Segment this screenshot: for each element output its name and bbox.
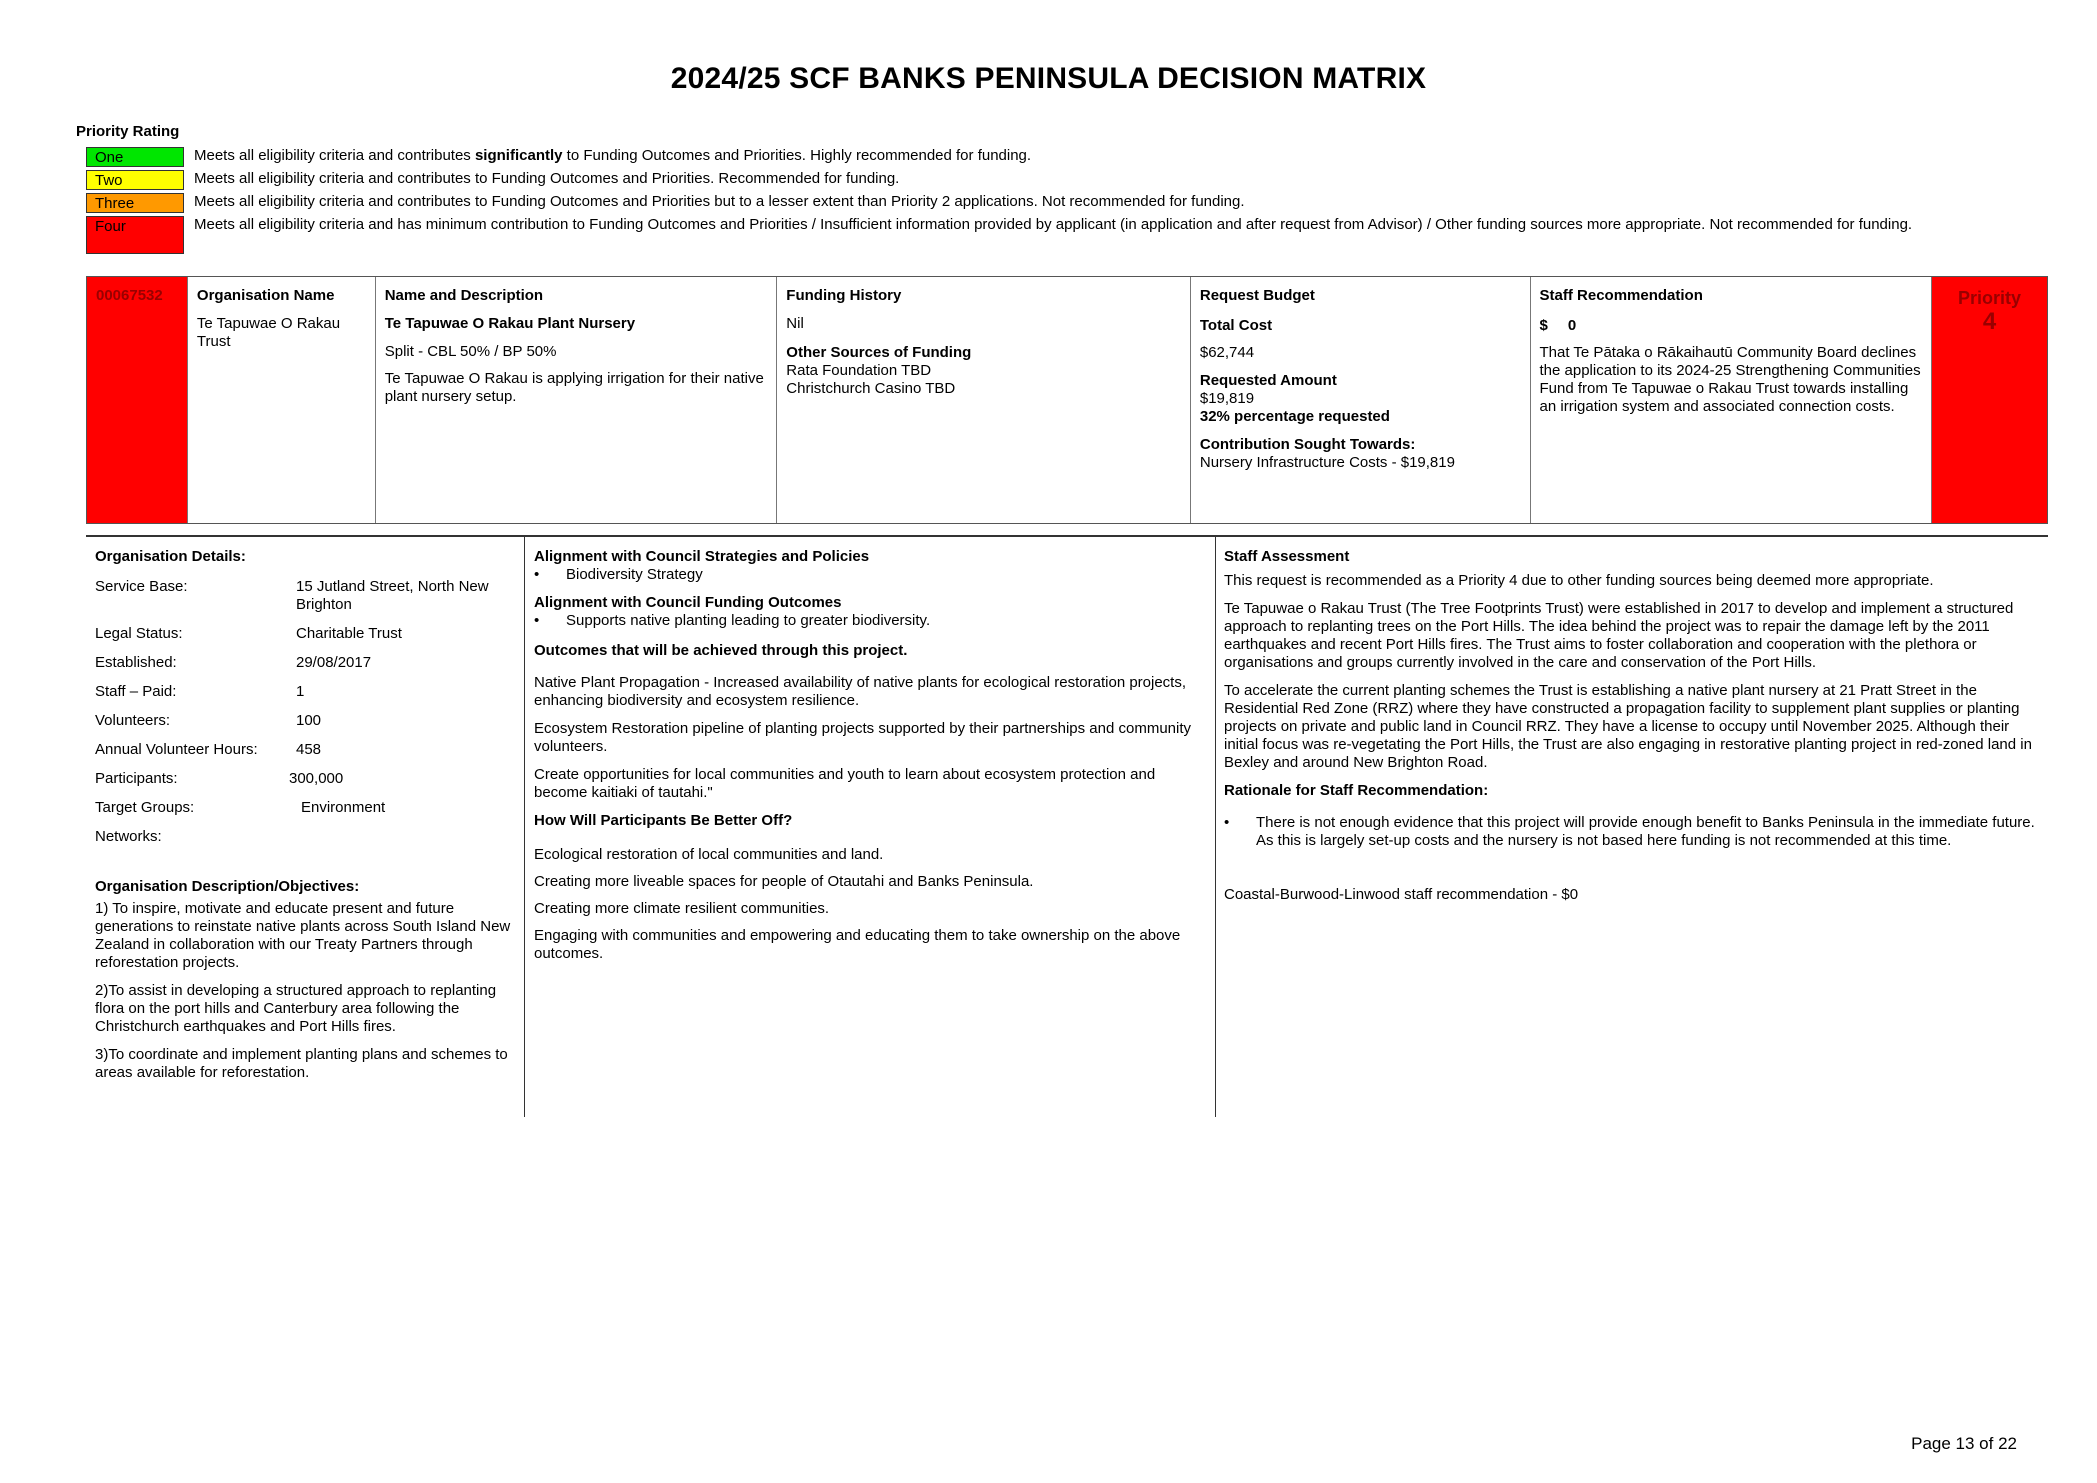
total-cost-label: Total Cost	[1199, 317, 1273, 334]
column-divider	[524, 537, 525, 1117]
achieved-outcome-item: Create opportunities for local communities and youth to learn about ecosystem protection and become kaitiaki of tautahi."	[534, 766, 1156, 801]
funding-outcome-item: • Supports native planting leading to greater biodiversity.	[534, 612, 931, 629]
requested-amount-label: Requested Amount	[1199, 372, 1337, 389]
staff-recommendation-cell	[1531, 277, 1933, 523]
organisation-details-header: Organisation Details:	[95, 548, 246, 565]
legend-desc-three: Meets all eligibility criteria and contributes to Funding Outcomes and Priorities but to a lesser extent than Priority 2 applications. Not recommended for funding.	[194, 193, 1245, 210]
priority-rating-label: Priority Rating	[76, 123, 180, 140]
achieved-outcome-item: Ecosystem Restoration pipeline of planting projects supported by their partnerships and community volunteers.	[534, 720, 1192, 755]
better-off-item: Engaging with communities and empowering and educating them to take ownership on the above outcomes.	[534, 927, 1181, 962]
detail-networks: Networks:	[95, 828, 162, 845]
column-divider	[1215, 537, 1216, 1117]
staff-recommendation-header: Staff Recommendation	[1539, 287, 1703, 304]
other-staff-recommendation: Coastal-Burwood-Linwood staff recommendation - $0	[1224, 886, 1579, 903]
assessment-paragraph: Te Tapuwae o Rakau Trust (The Tree Footprints Trust) were established in 2017 to develop and implement a structured approach to replanting trees on the Port Hills. The idea behind the project was to repair the damage left by the 2011 earthquakes and recent Port Hills fires. The Trust aims to foster collaboration and cooperation with the plethora or organisations and groups currently involved in the care and conservation of the Port Hills.	[1224, 600, 2014, 671]
assessment-paragraph: To accelerate the current planting schemes the Trust is establishing a native plant nursery at 21 Pratt Street in the Residential Red Zone (RRZ) where they have constructed a propagation facility to supplement plant supplies or planting projects on private and public land in Council RRZ. They have a license to occupy until November 2025. Although their initial focus was re-vegetating the Port Hills, the Trust are also engaging in restorative planting project in red-zoned land in Bexley and around New Brighton Road.	[1224, 682, 2032, 771]
detail-volunteer-hours: Annual Volunteer Hours: 458	[95, 741, 322, 758]
alignment-section	[534, 548, 1204, 973]
strategies-header: Alignment with Council Strategies and Policies	[534, 548, 870, 565]
rationale-item: • There is not enough evidence that this project will provide enough benefit to Banks Peninsula in the immediate future. As this is largely set-up costs and the nursery is not based here funding is not recommended at this time.	[1224, 814, 2035, 849]
achieved-outcomes-header: Outcomes that will be achieved through this project.	[534, 642, 908, 659]
legend-row-one	[86, 147, 2006, 167]
organisation-name-cell	[188, 277, 376, 523]
strategy-item: • Biodiversity Strategy	[534, 566, 703, 583]
request-budget-cell	[1191, 277, 1531, 523]
detail-staff-paid: Staff – Paid: 1	[95, 683, 305, 700]
better-off-header: How Will Participants Be Better Off?	[534, 812, 793, 829]
objective-item: 2)To assist in developing a structured approach to replanting flora on the port hills and Canterbury area following the Christchurch earthquakes and Port Hills fires.	[95, 982, 497, 1035]
detail-target-groups: Target Groups: Environment	[95, 799, 386, 816]
staff-recommendation-amount: $ 0	[1539, 317, 1577, 334]
detail-legal-status: Legal Status: Charitable Trust	[95, 625, 402, 642]
swatch-two: Two	[86, 170, 184, 190]
page-number: Page 13 of 22	[1911, 1434, 2017, 1453]
other-source-item: Rata Foundation TBD	[786, 362, 932, 379]
swatch-four: Four	[86, 216, 184, 254]
assessment-paragraph: This request is recommended as a Priority 4 due to other funding sources being deemed more appropriate.	[1224, 572, 1934, 589]
organisation-name: Te Tapuwae O Rakau Trust	[196, 315, 341, 350]
detail-participants: Participants: 300,000	[95, 770, 344, 787]
detail-volunteers: Volunteers: 100	[95, 712, 322, 729]
legend-row-four	[86, 216, 2006, 254]
priority-legend	[86, 147, 2006, 254]
swatch-three: Three	[86, 193, 184, 213]
legend-desc-one: Meets all eligibility criteria and contributes significantly to Funding Outcomes and Priorities. Highly recommended for funding.	[194, 147, 1032, 164]
staff-recommendation-text: That Te Pātaka o Rākaihautū Community Board declines the application to its 2024-25 Strengthening Communities Fund from Te Tapuwae o Rakau Trust towards installing an irrigation system and associated connection costs.	[1539, 344, 1921, 415]
priority-cell	[1932, 277, 2047, 523]
legend-desc-two: Meets all eligibility criteria and contributes to Funding Outcomes and Priorities. Recommended for funding.	[194, 170, 900, 187]
funding-history-value: Nil	[786, 315, 804, 332]
funding-history-cell	[777, 277, 1191, 523]
better-off-item: Ecological restoration of local communities and land.	[534, 846, 884, 863]
name-description-cell	[376, 277, 778, 523]
better-off-item: Creating more liveable spaces for people of Otautahi and Banks Peninsula.	[534, 873, 1034, 890]
project-description: Te Tapuwae O Rakau is applying irrigation for their native plant nursery setup.	[384, 370, 764, 405]
legend-desc-four: Meets all eligibility criteria and has minimum contribution to Funding Outcomes and Priorities / Insufficient information provided by applicant (in application and after request from Advisor) / Other funding sources more appropriate. Not recommended for funding.	[194, 216, 1913, 233]
detail-established: Established: 29/08/2017	[95, 654, 372, 671]
staff-assessment-header: Staff Assessment	[1224, 548, 1350, 565]
organisation-details-section	[95, 548, 515, 1092]
organisation-description-header: Organisation Description/Objectives:	[95, 878, 360, 895]
percentage-requested: 32% percentage requested	[1199, 408, 1390, 425]
priority-value: 4	[1982, 308, 1997, 335]
application-id: 00067532	[96, 287, 163, 304]
section-divider	[86, 535, 2048, 537]
swatch-one: One	[86, 147, 184, 167]
legend-row-three	[86, 193, 2006, 213]
staff-assessment-section	[1224, 548, 2036, 914]
requested-amount-value: $19,819	[1199, 390, 1255, 407]
funding-outcomes-header: Alignment with Council Funding Outcomes	[534, 594, 842, 611]
project-name: Te Tapuwae O Rakau Plant Nursery	[384, 315, 636, 332]
legend-row-two	[86, 170, 2006, 190]
detail-service-base: Service Base: 15 Jutland Street, North New Brighton	[95, 578, 489, 613]
priority-header: Priority	[1958, 288, 2022, 308]
achieved-outcome-item: Native Plant Propagation - Increased availability of native plants for ecological restoration projects, enhancing biodiversity and ecosystem resilience.	[534, 674, 1187, 709]
organisation-name-header: Organisation Name	[196, 287, 335, 304]
name-description-header: Name and Description	[384, 287, 544, 304]
other-sources-header: Other Sources of Funding	[786, 344, 972, 361]
funding-split: Split - CBL 50% / BP 50%	[384, 343, 557, 360]
total-cost-value: $62,744	[1199, 344, 1255, 361]
better-off-item: Creating more climate resilient communities.	[534, 900, 830, 917]
request-budget-header: Request Budget	[1199, 287, 1315, 304]
rationale-header: Rationale for Staff Recommendation:	[1224, 782, 1489, 799]
other-source-item: Christchurch Casino TBD	[786, 380, 956, 397]
page-title: 2024/25 SCF BANKS PENINSULA DECISION MATRIX	[670, 62, 1427, 95]
contribution-value: Nursery Infrastructure Costs - $19,819	[1199, 454, 1455, 471]
contribution-label: Contribution Sought Towards:	[1199, 436, 1416, 453]
application-id-cell	[87, 277, 188, 523]
application-summary-table	[86, 276, 2048, 524]
objective-item: 1) To inspire, motivate and educate present and future generations to reinstate native plants across South Island New Zealand in collaboration with our Treaty Partners through reforestation projects.	[95, 900, 511, 971]
funding-history-header: Funding History	[786, 287, 902, 304]
objective-item: 3)To coordinate and implement planting plans and schemes to areas available for reforestation.	[95, 1046, 508, 1081]
